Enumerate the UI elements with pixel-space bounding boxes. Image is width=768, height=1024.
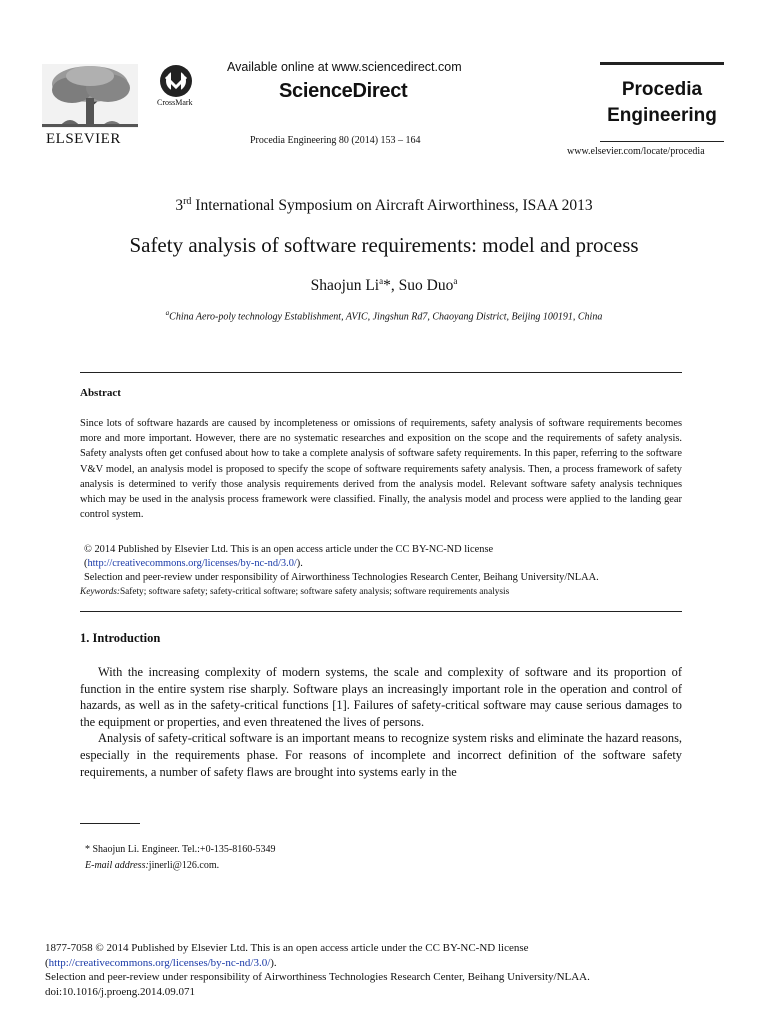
affiliation-sup: a [165, 309, 170, 317]
crossmark-label: CrossMark [157, 98, 193, 107]
paragraph: With the increasing complexity of modern systems, the scale and complexity of software and its proportion of function in the entire system rise sharply. Software plays an increasingly important role in the operation and control of hazards, as well as in the safety-critical functions [1]. Failures of safety-critical software may cause serious damages to the equipment or properties, and even threatened the lives of persons. [80, 665, 682, 729]
footnote-email-line [85, 858, 276, 874]
divider [80, 611, 682, 612]
affiliation [0, 309, 768, 322]
journal-citation: Procedia Engineering 80 (2014) 153 – 164 [250, 135, 421, 146]
introduction-body [80, 664, 682, 780]
keywords-label: Keywords: [80, 587, 120, 597]
footnote [85, 842, 276, 873]
elsevier-wordmark: ELSEVIER [46, 131, 121, 147]
affiliation-text: China Aero-poly technology Establishment, AVIC, Jingshun Rd7, Chaoyang District, Beijing 100191, China [169, 311, 603, 323]
section-heading: 1. Introduction [80, 631, 161, 645]
available-online-text: Available online at www.sciencedirect.com [227, 60, 462, 74]
footer-doi[interactable]: doi:10.1016/j.proeng.2014.09.071 [45, 985, 196, 998]
footer-license-link[interactable]: http://creativecommons.org/licenses/by-nc-nd/3.0/ [48, 956, 271, 969]
author-name: Shaojun Li [310, 277, 380, 295]
symposium-number: 3 [175, 197, 184, 215]
author-affil-sup: a [379, 276, 384, 286]
abstract-heading: Abstract [80, 387, 121, 399]
page-footer [45, 941, 725, 999]
author-line [0, 276, 768, 295]
footer-copyright: 1877-7058 © 2014 Published by Elsevier Ltd. This is an open access article under the CC BY-NC-ND license [45, 942, 529, 954]
sciencedirect-wordmark[interactable]: ScienceDirect [279, 80, 408, 102]
author-name: *, Suo Duo [383, 277, 454, 295]
footer-peer-review: Selection and peer-review under responsibility of Airworthiness Technologies Research Center, Beihang University/NLAA. [45, 971, 590, 983]
license-text: © 2014 Published by Elsevier Ltd. This is an open access article under the CC BY-NC-ND license [84, 544, 494, 555]
journal-url[interactable]: www.elsevier.com/locate/procedia [567, 146, 705, 157]
footnote-author: * Shaojun Li. Engineer. Tel.:+0-135-8160-5349 [85, 844, 276, 855]
paragraph: Analysis of safety-critical software is an important means to recognize system risks and eliminate the hazard reasons, especially in the requirements phase. For reasons of incomplete and incorrect definition of the software safety requirements, a number of safety flaws are brought into systems early in the [80, 731, 682, 779]
divider [80, 372, 682, 373]
journal-title-line1: Procedia [621, 79, 703, 100]
license-link[interactable]: http://creativecommons.org/licenses/by-nc-nd/3.0/ [87, 558, 297, 569]
footer-link-line: (http://creativecommons.org/licenses/by-nc-nd/3.0/). [45, 956, 277, 969]
journal-title-line2: Engineering [607, 105, 717, 126]
keywords [80, 587, 690, 597]
symposium-ordinal: rd [183, 196, 192, 207]
author-affil-sup: a [453, 276, 458, 286]
symposium-name: International Symposium on Aircraft Airworthiness, ISAA 2013 [191, 197, 593, 215]
journal-title-box [600, 62, 724, 142]
keywords-text: Safety; software safety; safety-critical software; software safety analysis; software requirements analysis [119, 587, 510, 597]
footnote-rule [80, 823, 140, 824]
abstract-license [84, 543, 684, 585]
license-link-line: (http://creativecommons.org/licenses/by-nc-nd/3.0/). [84, 558, 303, 569]
email-label: E-mail address: [85, 859, 149, 871]
email-address[interactable]: jinerli@126.com. [148, 859, 220, 871]
symposium-line [0, 196, 768, 215]
peer-review-text: Selection and peer-review under responsibility of Airworthiness Technologies Research Center, Beihang University/NLAA. [84, 572, 599, 583]
abstract-body: Since lots of software hazards are caused by incompleteness or omissions of requirements, safety analysis of software requirements becomes more and more important. However, there are no systematic researches and exposition on the scope and the requirements of safety analysis. Safety analysts often get confused about how to take a complete analysis of software safety requirements. In this paper, referring to the software V&V model, an analysis model is proposed to specify the scope of software requirements safety analysis. Then, a process framework of safety analysis is determined to verify those analysis requirements derived from the analysis model. Relevant software safety analysis techniques which may be used in the analysis process framework were classified. Finally, the analysis model and process were applied to the landing gear control system. [80, 418, 682, 521]
article-title: Safety analysis of software requirements: model and process [129, 233, 639, 257]
